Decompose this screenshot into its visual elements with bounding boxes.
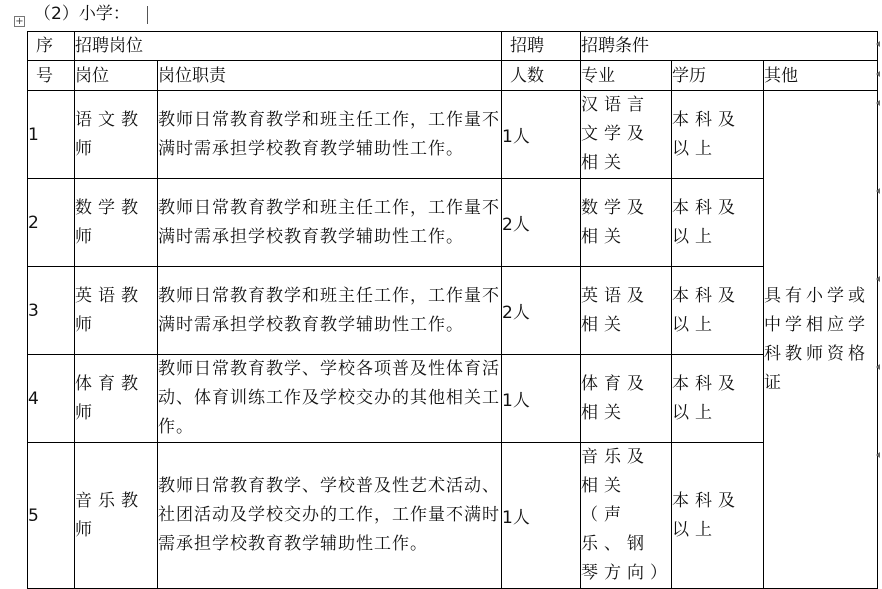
row-end-marker-icon [876, 41, 880, 47]
header-post: 岗位 [75, 61, 158, 91]
cell-seq: 3 [28, 267, 75, 355]
cell-major: 英语及相关 [581, 267, 672, 355]
table-row [28, 179, 878, 267]
cell-seq: 2 [28, 179, 75, 267]
table-row [28, 91, 878, 179]
cell-education: 本科及以上 [672, 443, 764, 589]
cell-seq: 5 [28, 443, 75, 589]
header-other: 其他 [764, 61, 878, 91]
cell-duty: 教师日常教育教学、学校普及性艺术活动、社团活动及学校交办的工作，工作量不满时需承担学校教育教学辅助性工作。 [158, 443, 502, 589]
cell-major: 音乐及相关（声乐、钢琴方向） [581, 443, 672, 589]
row-end-marker-icon [876, 276, 880, 282]
cell-seq: 4 [28, 355, 75, 443]
cell-post: 语文教师 [75, 91, 158, 179]
cell-major: 汉语言文学及相关 [581, 91, 672, 179]
cell-post: 数学教师 [75, 179, 158, 267]
cell-education: 本科及以上 [672, 267, 764, 355]
cell-count: 1人 [502, 91, 581, 179]
text-cursor [147, 6, 148, 24]
table-row [28, 267, 878, 355]
cell-duty: 教师日常教育教学和班主任工作，工作量不满时需承担学校教育教学辅助性工作。 [158, 267, 502, 355]
section-heading: （2）小学： [34, 4, 130, 24]
row-end-marker-icon [876, 452, 880, 458]
header-seq-bottom: 号 [28, 61, 75, 91]
cell-post: 体育教师 [75, 355, 158, 443]
header-row-2 [28, 61, 878, 91]
header-major: 专业 [581, 61, 672, 91]
cell-education: 本科及以上 [672, 355, 764, 443]
cell-duty: 教师日常教育教学和班主任工作，工作量不满时需承担学校教育教学辅助性工作。 [158, 91, 502, 179]
header-duty: 岗位职责 [158, 61, 502, 91]
cell-education: 本科及以上 [672, 91, 764, 179]
row-end-marker-icon [876, 364, 880, 370]
header-condition-group: 招聘条件 [581, 32, 878, 61]
cell-education: 本科及以上 [672, 179, 764, 267]
header-count-top: 招聘 [502, 32, 581, 61]
row-end-marker-icon [876, 188, 880, 194]
cell-post: 音乐教师 [75, 443, 158, 589]
cell-other-requirement: 具有小学或中学相应学科教师资格证 [764, 91, 878, 589]
header-education: 学历 [672, 61, 764, 91]
table-move-handle-icon[interactable]: + [15, 16, 24, 27]
cell-duty: 教师日常教育教学和班主任工作，工作量不满时需承担学校教育教学辅助性工作。 [158, 179, 502, 267]
cell-major: 数学及相关 [581, 179, 672, 267]
cell-count: 1人 [502, 355, 581, 443]
cell-count: 1人 [502, 443, 581, 589]
cell-seq: 1 [28, 91, 75, 179]
cell-post: 英语教师 [75, 267, 158, 355]
table-row [28, 443, 878, 589]
header-count-bottom: 人数 [502, 61, 581, 91]
cell-major: 体育及相关 [581, 355, 672, 443]
cell-count: 2人 [502, 179, 581, 267]
header-post-group: 招聘岗位 [75, 32, 502, 61]
cell-count: 2人 [502, 267, 581, 355]
cell-duty: 教师日常教育教学、学校各项普及性体育活动、体育训练工作及学校交办的其他相关工作。 [158, 355, 502, 443]
header-row-1 [28, 32, 878, 61]
header-seq-top: 序 [28, 32, 75, 61]
table-row [28, 355, 878, 443]
recruitment-table [27, 31, 878, 589]
row-end-marker-icon [876, 71, 880, 77]
row-end-marker-icon [876, 100, 880, 106]
